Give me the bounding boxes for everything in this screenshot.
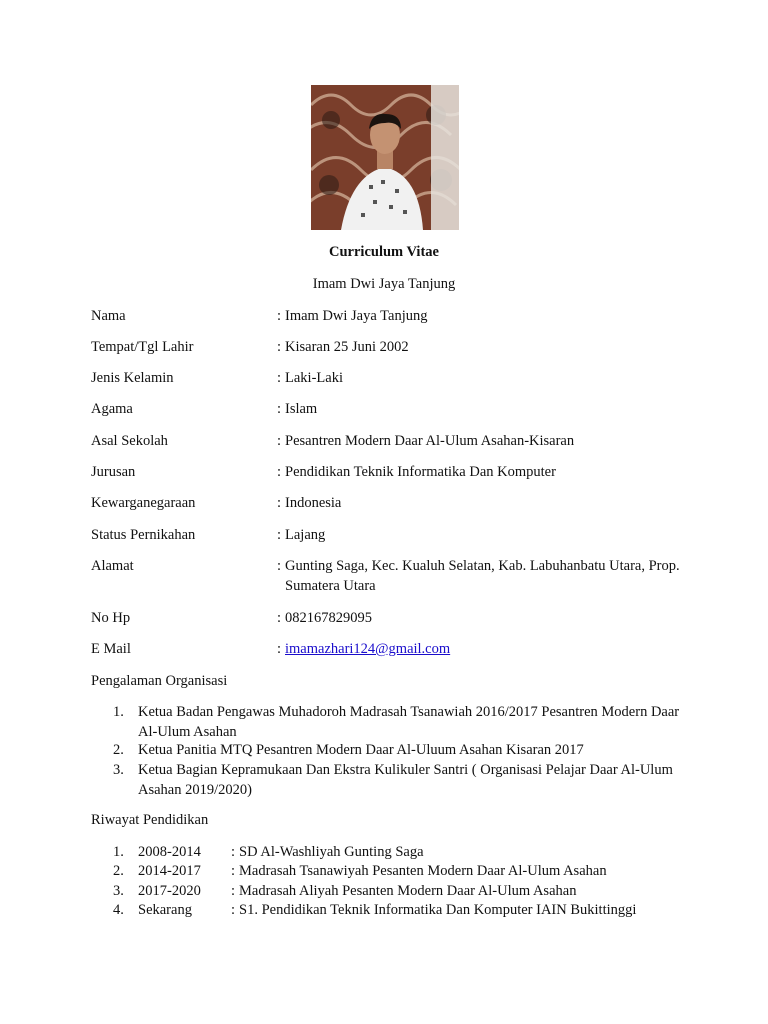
info-label: Asal Sekolah <box>91 433 168 449</box>
info-value: Lajang <box>285 527 326 543</box>
info-label: Tempat/Tgl Lahir <box>91 339 194 355</box>
info-label: Kewarganegaraan <box>91 495 196 511</box>
info-value: Imam Dwi Jaya Tanjung <box>285 308 428 324</box>
info-label: Agama <box>91 401 133 417</box>
list-number: 3. <box>113 762 124 778</box>
education-school: S1. Pendidikan Teknik Informatika Dan Komputer IAIN Bukittinggi <box>239 902 637 918</box>
list-number: 2. <box>113 863 124 879</box>
info-value: Indonesia <box>285 495 342 511</box>
info-colon: : <box>277 558 282 574</box>
info-colon: : <box>277 527 282 543</box>
info-value: Gunting Saga, Kec. Kualuh Selatan, Kab. Labuhanbatu Utara, Prop. Sumatera Utara <box>285 558 680 594</box>
email-link[interactable]: imamazhari124@gmail.com <box>285 641 451 657</box>
info-colon: : <box>277 433 282 449</box>
list-number: 3. <box>113 883 124 899</box>
section-heading-pendidikan: Riwayat Pendidikan <box>91 812 209 828</box>
info-colon: : <box>277 464 282 480</box>
education-colon: : <box>231 883 236 899</box>
education-period: Sekarang <box>138 902 192 918</box>
education-school: Madrasah Aliyah Pesanten Modern Daar Al-Ulum Asahan <box>239 883 577 899</box>
info-colon: : <box>277 641 282 657</box>
list-number: 4. <box>113 902 124 918</box>
info-label: Jurusan <box>91 464 136 480</box>
list-text: Ketua Panitia MTQ Pesantren Modern Daar Al-Uluum Asahan Kisaran 2017 <box>138 742 584 758</box>
list-number: 1. <box>113 704 124 720</box>
info-colon: : <box>277 308 282 324</box>
education-school: Madrasah Tsanawiyah Pesanten Modern Daar Al-Ulum Asahan <box>239 863 607 879</box>
education-colon: : <box>231 902 236 918</box>
document-title: Curriculum Vitae <box>329 244 439 260</box>
education-colon: : <box>231 844 236 860</box>
education-colon: : <box>231 863 236 879</box>
info-label: Status Pernikahan <box>91 527 196 543</box>
info-colon: : <box>277 495 282 511</box>
education-period: 2017-2020 <box>138 883 201 899</box>
info-label: Nama <box>91 308 126 324</box>
list-text: Ketua Badan Pengawas Muhadoroh Madrasah Tsanawiah 2016/2017 Pesantren Modern Daar Al-Ulum Asahan <box>138 704 680 740</box>
info-value: Pesantren Modern Daar Al-Ulum Asahan-Kisaran <box>285 433 575 449</box>
info-colon: : <box>277 610 282 626</box>
profile-photo <box>311 85 459 230</box>
info-value: Kisaran 25 Juni 2002 <box>285 339 409 355</box>
info-label: Jenis Kelamin <box>91 370 174 386</box>
education-period: 2014-2017 <box>138 863 201 879</box>
info-label: No Hp <box>91 610 131 626</box>
info-value: Laki-Laki <box>285 370 343 386</box>
list-number: 2. <box>113 742 124 758</box>
list-text: Ketua Bagian Kepramukaan Dan Ekstra Kulikuler Santri ( Organisasi Pelajar Daar Al-Ulum Asahan 2019/2020) <box>138 762 673 798</box>
info-label: Alamat <box>91 558 134 574</box>
info-colon: : <box>277 401 282 417</box>
info-colon: : <box>277 339 282 355</box>
info-value: Islam <box>285 401 318 417</box>
info-value: 082167829095 <box>285 610 372 626</box>
info-label: E Mail <box>91 641 131 657</box>
person-name-heading: Imam Dwi Jaya Tanjung <box>312 276 456 292</box>
info-value: Pendidikan Teknik Informatika Dan Komputer <box>285 464 556 480</box>
section-heading-organisasi: Pengalaman Organisasi <box>91 673 228 689</box>
info-colon: : <box>277 370 282 386</box>
education-period: 2008-2014 <box>138 844 201 860</box>
list-number: 1. <box>113 844 124 860</box>
education-school: SD Al-Washliyah Gunting Saga <box>239 844 424 860</box>
